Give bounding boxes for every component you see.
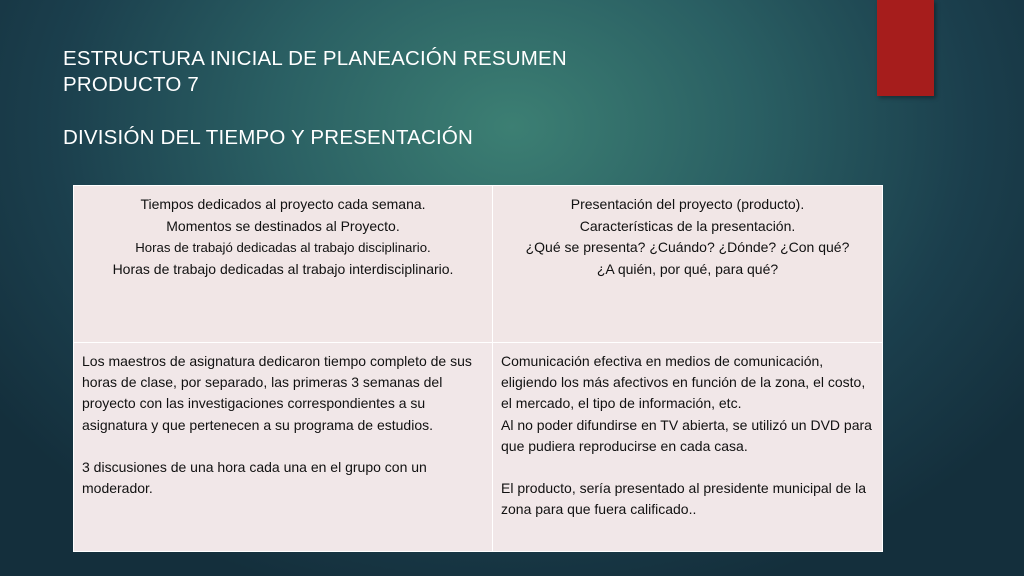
slide-subtitle: DIVISIÓN DEL TIEMPO Y PRESENTACIÓN xyxy=(63,126,474,149)
body-right-paragraph: Al no poder difundirse en TV abierta, se utilizó un DVD para que pudiera reproducirse en cada casa. xyxy=(501,416,872,454)
header-right-line: Presentación del proyecto (producto). xyxy=(570,196,805,212)
body-right-paragraph: Comunicación efectiva en medios de comunicación, eligiendo los más afectivos en función de la zona, el costo, el mercado, el tipo de información, etc. xyxy=(501,353,866,412)
header-right-line: ¿A quién, por qué, para qué? xyxy=(596,260,779,277)
body-left-paragraph: 3 discusiones de una hora cada una en el grupo con un moderador. xyxy=(82,458,427,497)
header-cell-time xyxy=(74,186,493,343)
accent-bar xyxy=(877,0,934,96)
header-left-line: Tiempos dedicados al proyecto cada semana. xyxy=(140,196,426,212)
table-body-row xyxy=(74,343,883,552)
header-left-line: Horas de trabajo dedicadas al trabajo interdisciplinario. xyxy=(112,260,454,277)
header-left-line: Momentos se destinados al Proyecto. xyxy=(166,217,400,234)
header-right-line: Características de la presentación. xyxy=(579,217,796,234)
body-cell-presentation xyxy=(493,343,883,552)
header-cell-presentation xyxy=(493,186,883,343)
title-line-2: PRODUCTO 7 xyxy=(63,73,200,96)
planning-table xyxy=(73,185,883,552)
body-right-paragraph: El producto, sería presentado al presidente municipal de la zona para que fuera calificado.. xyxy=(501,480,866,518)
table-header-row xyxy=(74,186,883,343)
body-cell-time xyxy=(74,343,493,552)
header-right-line: ¿Qué se presenta? ¿Cuándo? ¿Dónde? ¿Con qué? xyxy=(525,239,850,255)
body-left-paragraph: Los maestros de asignatura dedicaron tiempo completo de sus horas de clase, por separado, las primeras 3 semanas del proyecto con las investigaciones correspondientes a su asignatura y que pertenecen a su programa de estudios. xyxy=(82,353,472,433)
header-left-line: Horas de trabajó dedicadas al trabajo disciplinario. xyxy=(135,240,431,255)
slide-title xyxy=(63,46,823,151)
title-line-1: ESTRUCTURA INICIAL DE PLANEACIÓN RESUMEN xyxy=(63,47,567,70)
